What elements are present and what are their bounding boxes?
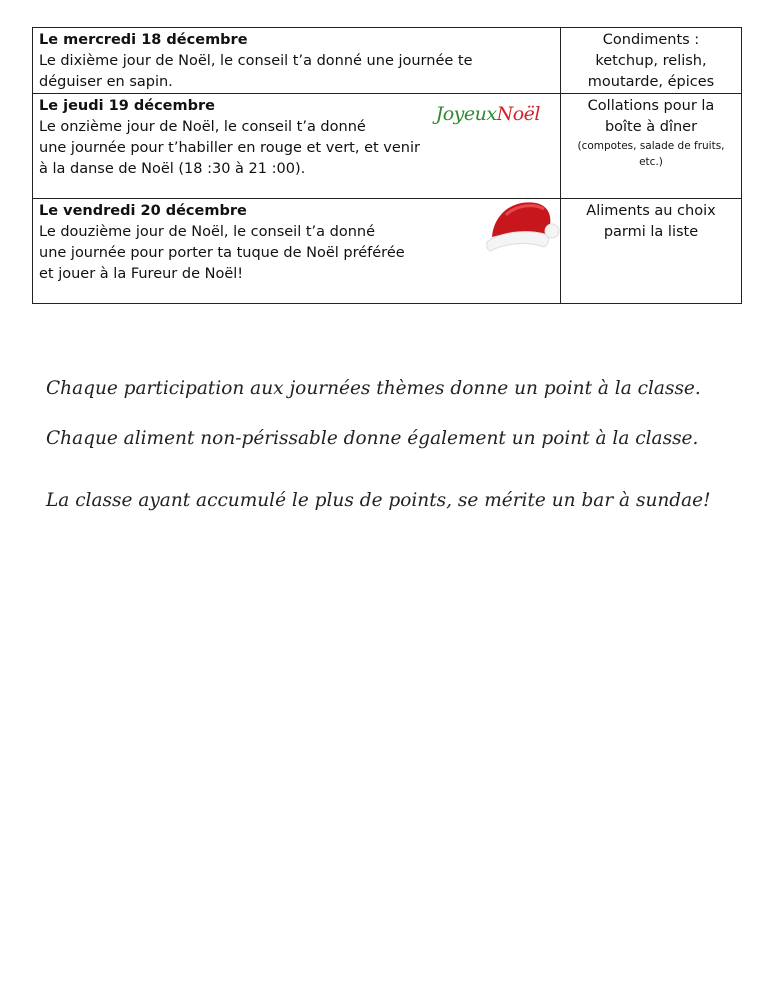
- day-cell: [33, 199, 561, 304]
- day-description: Le dixième jour de Noël, le conseil t’a donné une journée te déguiser en sapin.: [39, 53, 473, 90]
- day-cell: [33, 94, 561, 199]
- joyeux-noel-logo: JoyeuxNoël: [435, 103, 540, 125]
- table-row: [33, 28, 742, 94]
- food-cell: [561, 94, 742, 199]
- table-row: [33, 94, 742, 199]
- day-description: Le douzième jour de Noël, le conseil t’a donné une journée pour porter ta tuque de Noël préférée et jouer à la Fureur de Noël!: [39, 224, 405, 282]
- rule-statement: Chaque participation aux journées thèmes donne un point à la classe.: [46, 378, 701, 399]
- food-cell: [561, 199, 742, 304]
- day-title: Le jeudi 19 décembre: [39, 98, 215, 114]
- table-row: [33, 199, 742, 304]
- day-title: Le mercredi 18 décembre: [39, 32, 248, 48]
- christmas-days-table: [32, 27, 742, 304]
- food-note: (compotes, salade de fruits, etc.): [577, 140, 725, 168]
- food-label: Collations pour la boîte à dîner: [587, 98, 715, 135]
- day-cell: [33, 28, 561, 94]
- food-label: Condiments : ketchup, relish, moutarde, épices: [587, 32, 715, 90]
- food-cell: [561, 28, 742, 94]
- santa-hat-icon: [484, 195, 560, 255]
- rule-statement: La classe ayant accumulé le plus de points, se mérite un bar à sundae!: [46, 490, 711, 511]
- day-description: Le onzième jour de Noël, le conseil t’a donné une journée pour t’habiller en rouge et vert, et venir à la danse de Noël (18 :30 à 21 :00).: [39, 119, 420, 177]
- food-label: Aliments au choix parmi la liste: [586, 203, 716, 240]
- rule-statement: Chaque aliment non-périssable donne également un point à la classe.: [46, 428, 699, 449]
- day-title: Le vendredi 20 décembre: [39, 203, 247, 219]
